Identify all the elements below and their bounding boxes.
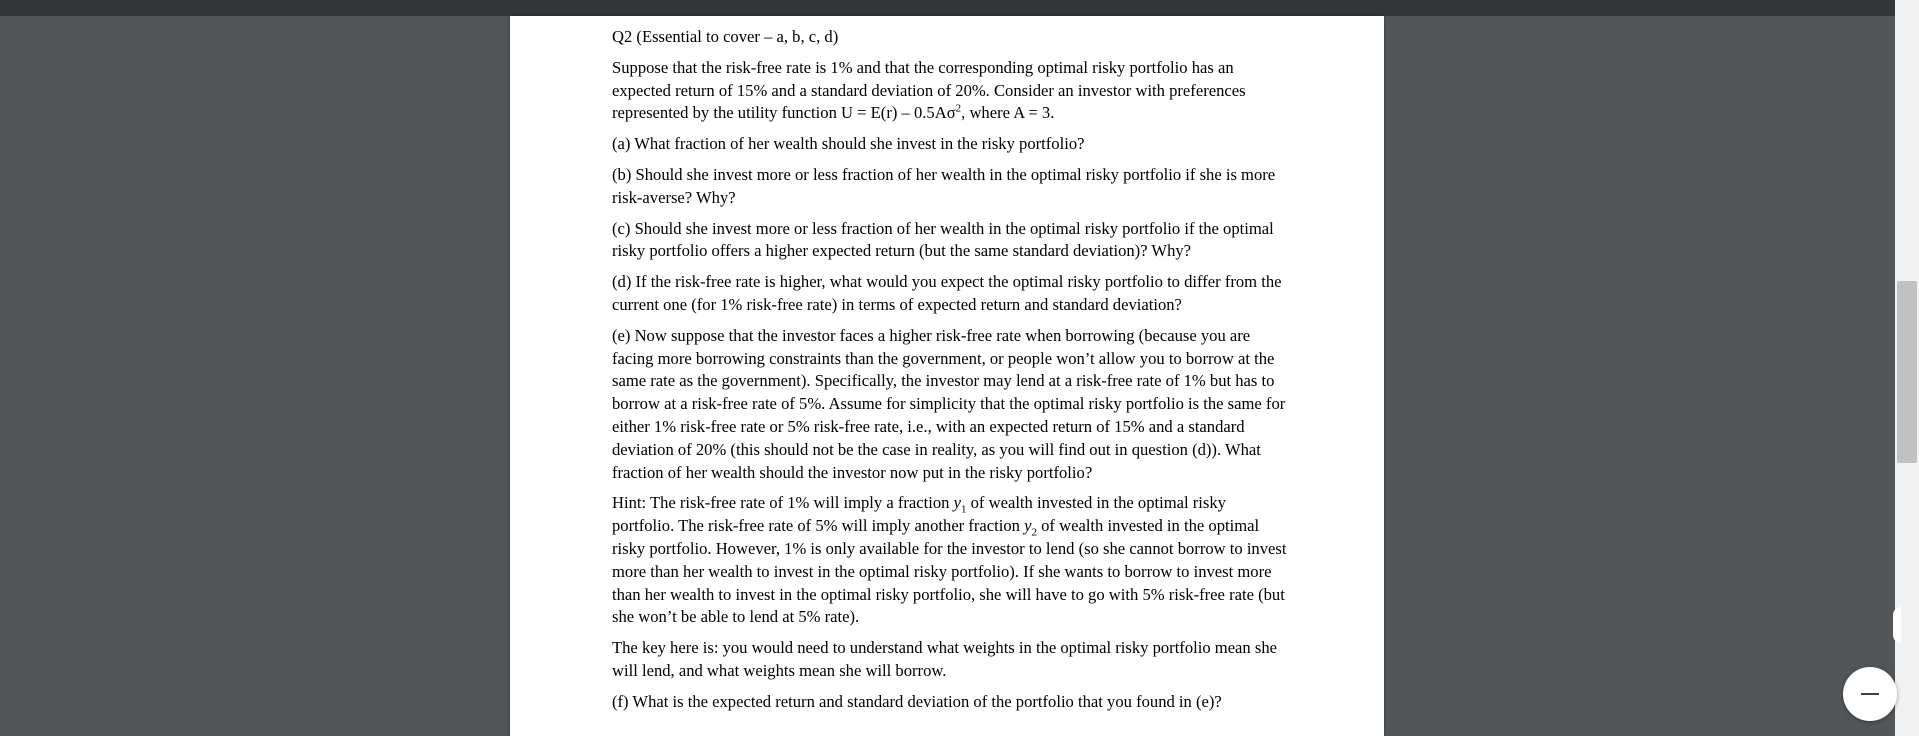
hint-text-3: of wealth invested in the optimal risky portfolio. However, 1% is only available for the investor to lend (so she cannot borrow to invest more than her wealth to invest in the optimal risky portfolio). If she wants to borrow to invest more than her wealth to invest in the optimal risky portfolio, she will have to go with 5% risk-free rate (but she won’t be able to lend at 5% rate).	[612, 516, 1287, 627]
part-e: (e) Now suppose that the investor faces a higher risk-free rate when borrowing (because you are facing more borrowing constraints than the government, or people won’t allow you to borrow at the same rate as the government). Specifically, the investor may lend at a risk-free rate of 1% but has to borrow at a risk-free rate of 5%. Assume for simplicity that the optimal risky portfolio is the same for either 1% risk-free rate or 5% risk-free rate, i.e., with an expected return of 15% and a standard deviation of 20% (this should not be the case in reality, as you will find out in question (d)). What fraction of her wealth should the investor now put in the risky portfolio?	[612, 325, 1286, 482]
intro-text-end: , where A = 3.	[961, 103, 1055, 123]
vertical-scrollbar-thumb[interactable]	[1897, 281, 1917, 463]
part-d: (d) If the risk-free rate is higher, what would you expect the optimal risky portfolio to differ from the current one (for 1% risk-free rate) in terms of expected return and standard deviation?	[612, 272, 1282, 314]
hint-y2-subscript: 2	[1031, 526, 1037, 539]
hint-y1-symbol: y	[953, 493, 961, 513]
question-title: Q2 (Essential to cover – a, b, c, d)	[612, 27, 839, 46]
zoom-out-button[interactable]	[1843, 667, 1897, 721]
intro-text: Suppose that the risk-free rate is 1% and that the corresponding optimal risky portfolio has an expected return of 15% and a standard deviation of 20%. Consider an investor with preferences represented by the utility function U = E(r) – 0.5Aσ	[612, 57, 1246, 123]
pdf-page	[510, 16, 1384, 736]
part-c: (c) Should she invest more or less fraction of her wealth in the optimal risky portfolio if the optimal risky portfolio offers a higher expected return (but the same standard deviation)? Why?	[612, 218, 1274, 261]
part-b: (b) Should she invest more or less fraction of her wealth in the optimal risky portfolio if she is more risk-averse? Why?	[612, 164, 1276, 207]
page-content	[612, 26, 1292, 722]
part-a: (a) What fraction of her wealth should she invest in the risky portfolio?	[612, 134, 1085, 154]
hint-y1-subscript: 1	[960, 503, 967, 516]
hint-paragraph	[612, 492, 1292, 629]
hint-text-2: of wealth invested in the optimal risky portfolio. The risk-free rate of 5% will imply another fraction	[612, 493, 1226, 536]
hint-y2-symbol: y	[1024, 516, 1032, 536]
minus-icon	[1861, 693, 1879, 695]
intro-superscript: 2	[955, 102, 962, 115]
part-f: (f) What is the expected return and standard deviation of the portfolio that you found in (e)?	[612, 691, 1222, 711]
question-intro	[612, 57, 1292, 125]
viewer-top-bar	[0, 0, 1919, 16]
hint-text-1: Hint: The risk-free rate of 1% will imply a fraction	[612, 493, 954, 513]
side-panel-tab[interactable]	[1893, 607, 1901, 643]
key-note: The key here is: you would need to understand what weights in the optimal risky portfolio mean she will lend, and what weights mean she will borrow.	[612, 638, 1277, 680]
